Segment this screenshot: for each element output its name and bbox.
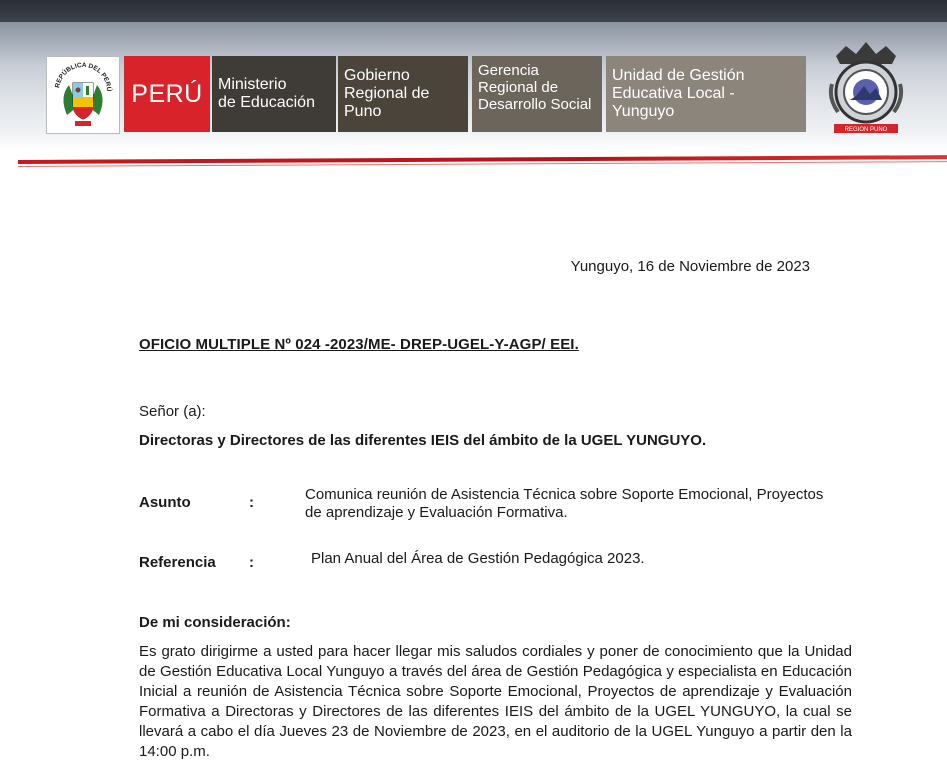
coat-of-arms-text: REPÚBLICA DEL PERÚ [54,61,113,92]
letter-date: Yunguyo, 16 de Noviembre de 2023 [570,258,810,275]
ugel-line-1: Unidad de Gestión [612,67,745,84]
referencia-label: Referencia [139,554,216,571]
region-puno-emblem [826,38,906,138]
ministerio-line-1: Ministerio [218,76,287,93]
referencia-text: Plan Anual del Área de Gestión Pedagógica 2023. [311,550,645,567]
ministerio-tile [212,56,336,132]
letter-body: Es grato dirigirme a usted para hacer llegar mis saludos cordiales y poner de conocimiento que la Unidad de Gestión Educativa Local Yunguyo a través del área de Gestión Pedagógica y especialista en Educación Inicial a reunión de Asistencia Técnica sobre Soporte Emocional, Proyectos de aprendizaje y Evaluación Formativa a Directoras y Directores de las diferentes IEIS del ámbito de la UGEL YUNGUYO, la cual se llevará a cabo el día Jueves 23 de Noviembre de 2023, en el auditorio de la UGEL Yunguyo a partir den la 14:00 p.m. [139,643,852,760]
gerencia-line-2: Regional de [478,79,559,96]
gobierno-tile [338,56,468,132]
emblem-text: REGION PUNO [844,127,888,133]
oficio-number: OFICIO MULTIPLE Nº 024 -2023/ME- DREP-UGEL-Y-AGP/ EEI. [139,336,579,353]
recipients: Directoras y Directores de las diferentes IEIS del ámbito de la UGEL YUNGUYO. [139,432,707,449]
gobierno-line-2: Regional de Puno [344,85,430,120]
gerencia-tile [472,56,602,132]
consideracion-heading: De mi consideración: [139,614,291,631]
coat-of-arms-logo [46,56,120,134]
scan-top-edge [0,0,947,22]
asunto-text: Comunica reunión de Asistencia Técnica sobre Soporte Emocional, Proyectos de aprendizaje y Evaluación Formativa. [305,486,824,521]
asunto-label: Asunto [139,494,191,511]
peru-brand-tile [124,56,210,132]
peru-label: PERÚ [131,79,203,108]
gobierno-line-1: Gobierno [344,67,410,84]
ugel-line-2: Educativa Local - Yunguyo [612,85,735,120]
ministerio-line-2: de Educación [218,94,315,111]
referencia-colon: : [249,554,254,571]
gerencia-line-3: Desarrollo Social [478,96,592,113]
salutation: Señor (a): [139,403,206,420]
asunto-colon: : [249,494,254,511]
ugel-tile [606,56,806,132]
gerencia-line-1: Gerencia [478,62,539,79]
